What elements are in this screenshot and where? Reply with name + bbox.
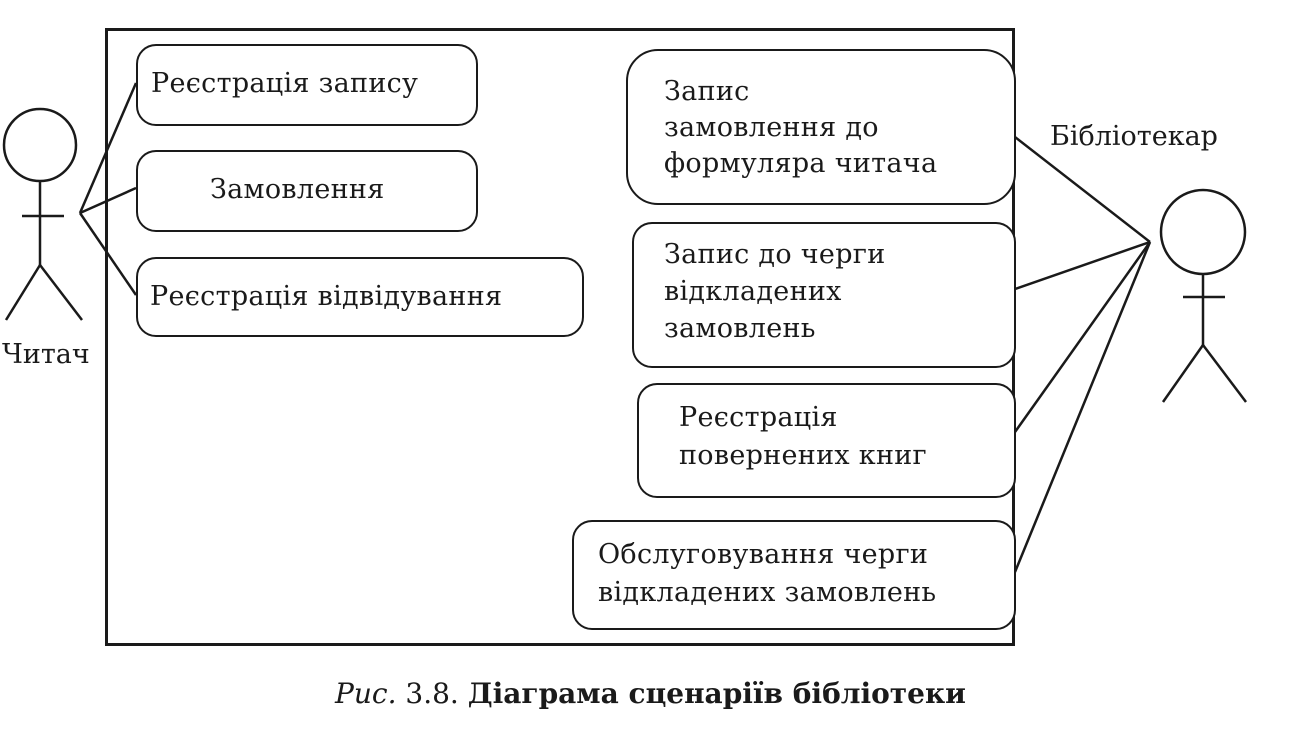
usecase-label-line: замовлення до xyxy=(664,112,879,143)
usecase-label-line: формуляра читача xyxy=(664,148,938,179)
figure-caption xyxy=(0,676,1301,712)
usecase-returned-books xyxy=(637,383,1016,498)
caption-figure-number: 3.8. xyxy=(405,677,459,710)
association-librarian-queue-service xyxy=(1015,242,1150,572)
usecase-order xyxy=(136,150,478,232)
usecase-visit-registration xyxy=(136,257,584,337)
reader-actor-figure xyxy=(4,109,82,320)
usecase-registration-record xyxy=(136,44,478,126)
usecase-label-line: Обслуговування черги xyxy=(598,539,929,570)
association-librarian-queue-record xyxy=(1015,242,1150,289)
usecase-label-line: повернених книг xyxy=(679,440,928,471)
caption-figure-word: Рис. xyxy=(335,677,397,710)
usecase-label-line: замовлень xyxy=(664,313,816,344)
reader-actor-label: Читач xyxy=(2,339,90,370)
librarian-actor-label: Бібліотекар xyxy=(1050,121,1218,152)
usecase-label: Замовлення xyxy=(210,174,385,205)
usecase-label: Реєстрація відвідування xyxy=(150,281,503,312)
usecase-label: Реєстрація запису xyxy=(151,68,419,99)
association-librarian-returned xyxy=(1015,242,1150,432)
usecase-label-line: відкладених замовлень xyxy=(598,577,937,608)
usecase-label-line: відкладених xyxy=(664,276,842,307)
usecase-queue-record xyxy=(632,222,1016,368)
usecase-label-line: Запис до черги xyxy=(664,239,886,270)
usecase-formular-record xyxy=(626,49,1016,205)
librarian-actor-figure xyxy=(1161,190,1246,402)
usecase-label-line: Запис xyxy=(664,76,750,107)
usecase-label-line: Реєстрація xyxy=(679,402,838,433)
usecase-queue-service xyxy=(572,520,1016,630)
caption-title: Діаграма сценаріїв бібліотеки xyxy=(467,677,966,710)
